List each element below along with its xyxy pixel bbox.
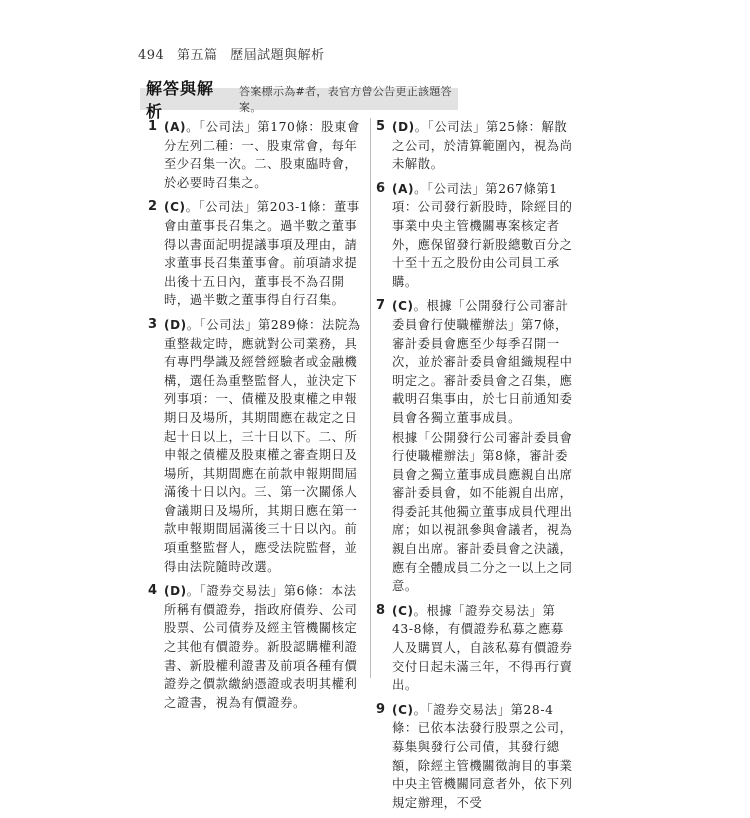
answer-item-7 [376,297,574,596]
answer-item-3 [148,316,362,576]
item-number: 4 [148,583,158,599]
item-number: 2 [148,199,158,215]
explanation-text: 。根據「公開發行公司審計委員會行使職權辦法」第7條，審計委員會應至少每季召開一次，並於審計委員會組織規程中明定之。審計委員會之召集，應載明召集事由，於七日前通知委員會各獨立董事成員。 [392,299,573,425]
explanation-text: 。「公司法」第25條：解散之公司，於清算範圍內，視為尚未解散。 [392,120,573,172]
explanation-text-continued: 根據「公開發行公司審計委員會行使職權辦法」第8條，審計委員會之獨立董事成員應親自出席審計委員會，如不能親自出席，得委託其他獨立董事成員代理出席；如以視訊參與會議者，視為親自出席。審計委員會之決議，應有全體成員二分之一以上之同意。 [392,430,573,594]
item-number: 6 [376,180,386,196]
explanation-text: 。「證券交易法」第28-4條：已依本法發行股票之公司，募集與發行公司債，其發行總額，除經主管機關徵詢目的事業中央主管機關同意者外，依下列規定辦理，不受 [392,702,573,810]
explanation-text: 。「證券交易法」第6條：本法所稱有價證券，指政府債券、公司股票、公司債券及經主管機關核定之其他有價證券。新股認購權利證書、新股權利證書及前項各種有價證券之價款繳納憑證或表明其權利之證書，視為有價證券。 [164,584,358,710]
explanation-text: 。「公司法」第203-1條：董事會由董事長召集之。過半數之董事得以書面記明提議事項及理由，請求董事長召集董事會。前項請求提出後十五日內，董事長不為召開時，過半數之董事得自行召集。 [164,200,360,308]
answer-item-5 [376,118,574,174]
item-body [164,582,362,712]
answer-item-9 [376,701,574,813]
item-body [164,316,362,576]
section-label: 歷屆試題與解析 [230,48,325,63]
item-number: 8 [376,602,386,618]
answer-item-6 [376,180,574,292]
explanation-text: 。「公司法」第289條：法院為重整裁定時，應就對公司業務，具有專門學識及經營經驗者或金融機構，選任為重整監督人，並決定下列事項：一、債權及股東權之申報期日及場所，其期間應在裁定之日起十日以上，三十日以下。二、所申報之債權及股東權之審查期日及場所，其期間應在前款申報期間屆滿後十日以內。三、第一次關係人會議期日及場所，其期日應在第一款申報期間屆滿後三十日以內。前項重整監督人，應受法院監督，並得由法院隨時改選。 [164,317,361,574]
item-number: 7 [376,298,386,314]
explanation-text: 。根據「證券交易法」第43-8條，有價證券私募之應募人及購買人，自該私募有價證券交付日起未滿三年，不得再行賣出。 [392,603,573,693]
page-number: 494 [138,48,165,63]
right-column [376,118,574,818]
item-number: 1 [148,119,158,134]
item-body [392,297,574,596]
answer-choice: (C) [392,603,414,618]
running-header [138,44,333,63]
answer-choice: (D) [164,317,187,332]
section-title: 解答與解析 [146,79,215,121]
section-note: 答案標示為#者，表官方曾公告更正該題答案。 [239,85,452,114]
answer-choice: (A) [164,120,187,134]
item-body [392,602,574,695]
item-number: 3 [148,316,158,332]
answer-item-1 [148,118,362,192]
part-label: 第五篇 [176,48,218,63]
item-body [164,118,362,192]
answer-choice: (C) [164,200,186,215]
answer-choice: (A) [392,181,415,196]
answer-item-4 [148,582,362,712]
column-divider [370,118,371,678]
left-column [148,118,362,718]
section-heading-bar [140,79,458,121]
answer-choice: (D) [392,120,415,134]
explanation-text: 。「公司法」第170條：股東會分左列二種：一、股東常會，每年至少召集一次。二、股東臨時會，於必要時召集之。 [164,120,360,190]
item-number: 9 [376,701,386,717]
answer-item-8 [376,602,574,695]
answer-choice: (C) [392,299,414,314]
answer-choice: (C) [392,702,414,717]
explanation-text: 。「公司法」第267條第1項：公司發行新股時，除經目的事業中央主管機關專案核定者外，應保留發行新股總數百分之十至十五之股份由公司員工承購。 [392,181,573,289]
item-body [392,118,574,174]
answer-item-2 [148,198,362,310]
item-body [392,701,574,813]
answer-choice: (D) [164,584,187,599]
item-body [392,180,574,292]
item-number: 5 [376,119,386,134]
item-body [164,198,362,310]
